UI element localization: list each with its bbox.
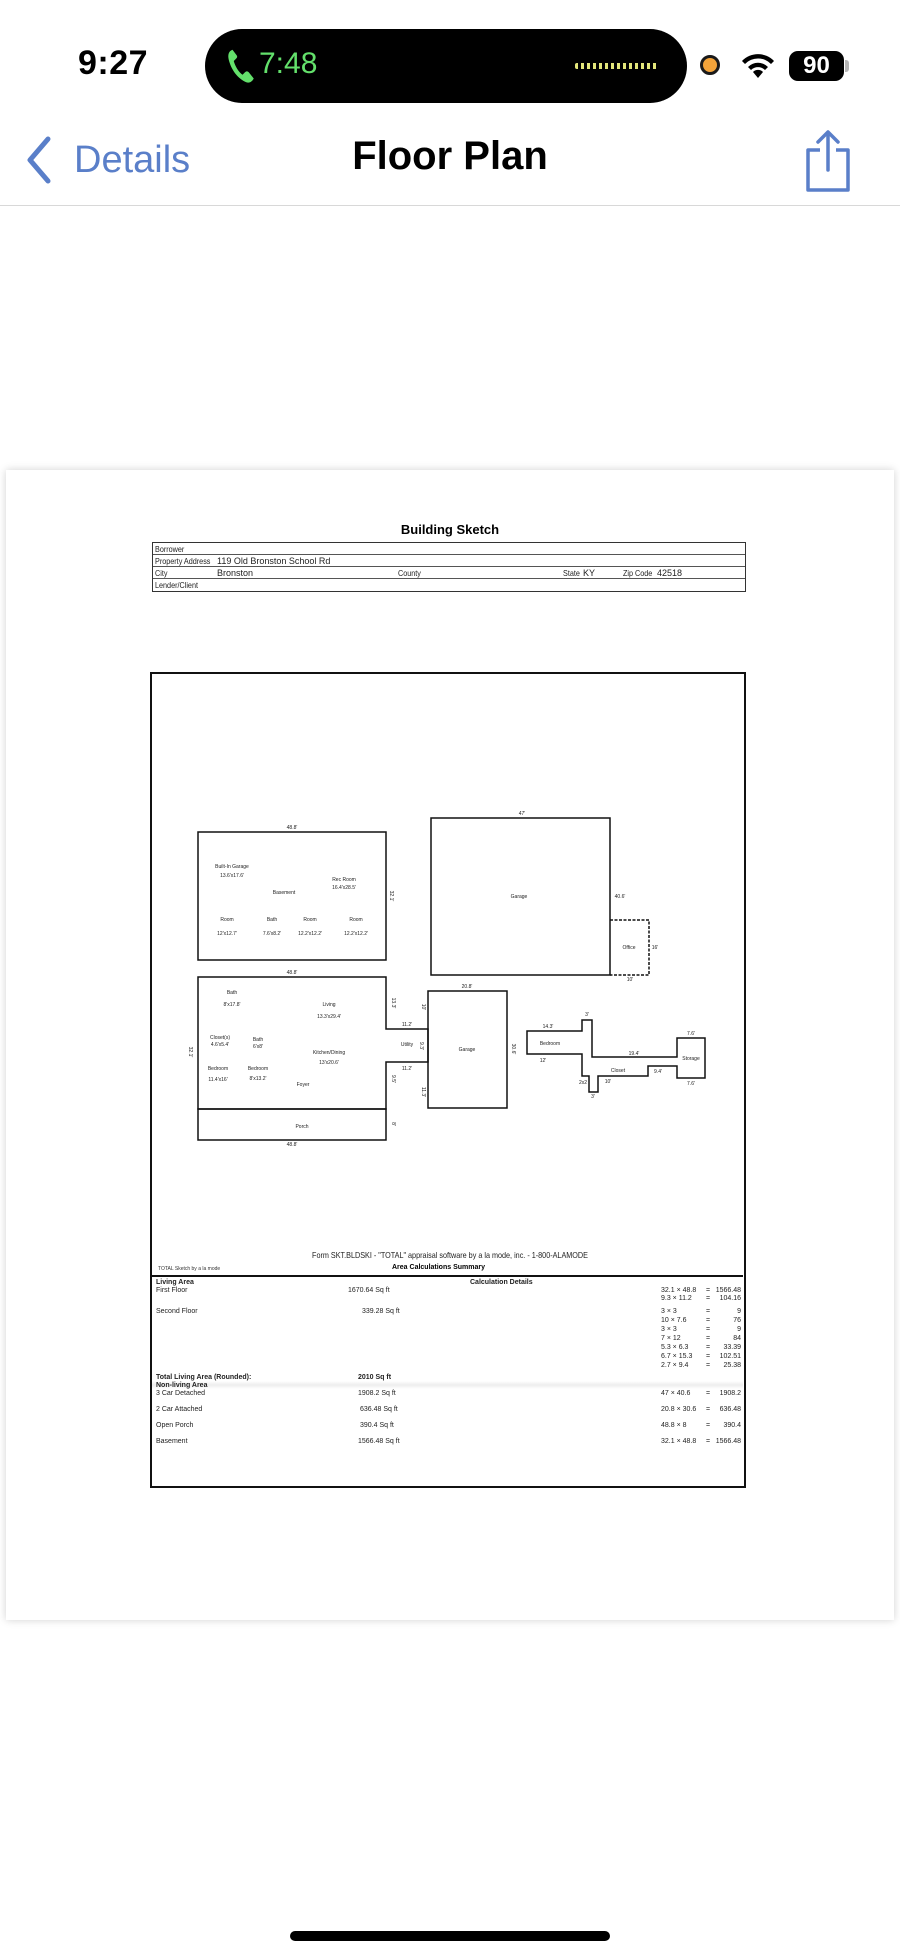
calc-row: 5.3 × 6.3 = 33.39 xyxy=(661,1344,741,1351)
svg-text:6'x8': 6'x8' xyxy=(253,1044,263,1050)
calc-row: 7 × 12 = 84 xyxy=(661,1335,741,1342)
non-living-name: Open Porch xyxy=(156,1422,194,1429)
calc-row: 6.7 × 15.3 = 102.51 xyxy=(661,1353,741,1360)
svg-text:10': 10' xyxy=(604,1079,612,1085)
attached-garage-plan xyxy=(420,984,516,1108)
calc-row: 32.1 × 48.8 = 1566.48 xyxy=(661,1287,741,1294)
status-bar xyxy=(0,0,900,120)
living-area-heading: Living Area xyxy=(156,1279,194,1286)
svg-text:Built-In Garage: Built-In Garage xyxy=(215,864,249,870)
document-title: Building Sketch xyxy=(400,522,500,537)
svg-text:8'x13.2': 8'x13.2' xyxy=(249,1076,267,1082)
city-value: Bronston xyxy=(217,568,254,578)
svg-text:12.2'x12.2': 12.2'x12.2' xyxy=(344,931,368,937)
zip-label: Zip Code xyxy=(623,568,653,578)
svg-text:3': 3' xyxy=(585,1012,589,1018)
lender-row xyxy=(153,579,745,591)
svg-text:12.2'x12.2': 12.2'x12.2' xyxy=(298,931,322,937)
non-living-name: Basement xyxy=(156,1438,188,1445)
svg-text:10': 10' xyxy=(420,1003,426,1011)
battery-nub xyxy=(845,60,849,72)
calc-row: 3 × 3 = 9 xyxy=(661,1326,741,1333)
total-living-area-value: 2010 Sq ft xyxy=(358,1374,392,1381)
svg-text:20.8': 20.8' xyxy=(461,984,473,990)
property-address-label: Property Address xyxy=(155,556,211,566)
svg-text:11.2': 11.2' xyxy=(401,1022,413,1028)
svg-text:30.6': 30.6' xyxy=(510,1043,516,1055)
first-floor-plan xyxy=(187,970,428,1148)
svg-text:7.6': 7.6' xyxy=(687,1081,695,1087)
svg-text:Kitchen/Dining: Kitchen/Dining xyxy=(312,1050,346,1056)
recording-indicator-icon xyxy=(700,55,720,75)
back-label: Details xyxy=(74,138,191,181)
non-living-area: 1908.2 Sq ft xyxy=(358,1390,396,1397)
zip-value: 42518 xyxy=(657,568,683,578)
first-floor-area: 1670.64 Sq ft xyxy=(348,1287,390,1294)
battery-level: 90 xyxy=(789,51,844,81)
property-address-value: 119 Old Bronston School Rd xyxy=(217,556,331,566)
city-label: City xyxy=(155,568,168,578)
phone-icon xyxy=(225,47,255,85)
svg-text:48.8': 48.8' xyxy=(286,1142,298,1148)
divider xyxy=(152,1381,743,1389)
svg-text:19.4': 19.4' xyxy=(628,1051,640,1057)
svg-text:Bath: Bath xyxy=(266,917,278,923)
svg-text:47': 47' xyxy=(518,811,526,817)
svg-text:12'x12.7': 12'x12.7' xyxy=(217,931,237,937)
non-living-area: 636.48 Sq ft xyxy=(360,1406,398,1413)
city-row xyxy=(153,567,745,579)
navigation-bar xyxy=(0,120,900,206)
wifi-icon xyxy=(739,50,777,80)
svg-text:Porch: Porch xyxy=(295,1124,309,1130)
svg-text:11.2': 11.2' xyxy=(401,1066,413,1072)
audio-waveform-icon xyxy=(575,63,659,69)
svg-text:11.4'x16': 11.4'x16' xyxy=(208,1077,228,1083)
page-title: Floor Plan xyxy=(352,134,548,178)
second-floor-label: Second Floor xyxy=(156,1308,198,1315)
status-time: 9:27 xyxy=(78,44,149,82)
non-living-area: 390.4 Sq ft xyxy=(360,1422,394,1429)
building-sketch-frame xyxy=(150,672,746,1488)
svg-text:2x2: 2x2 xyxy=(578,1080,588,1086)
battery-icon xyxy=(789,51,849,81)
calc-row: 32.1 × 48.8 = 1566.48 xyxy=(661,1438,741,1445)
svg-text:8': 8' xyxy=(390,1122,396,1126)
lender-label: Lender/Client xyxy=(155,580,198,590)
summary-title: Area Calculations Summary xyxy=(392,1264,485,1271)
svg-text:Living: Living xyxy=(322,1002,336,1008)
area-calculations-summary xyxy=(152,1275,743,1485)
property-address-row xyxy=(153,555,745,567)
calc-row: 48.8 × 8 = 390.4 xyxy=(661,1422,741,1429)
svg-text:32.1': 32.1' xyxy=(187,1046,193,1058)
state-value: KY xyxy=(583,568,596,578)
svg-text:4.6'x5.4': 4.6'x5.4' xyxy=(210,1042,230,1048)
non-living-name: 2 Car Attached xyxy=(156,1406,203,1413)
svg-text:Bedroom: Bedroom xyxy=(247,1066,269,1072)
svg-text:3': 3' xyxy=(591,1094,595,1100)
calc-row: 47 × 40.6 = 1908.2 xyxy=(661,1390,741,1397)
svg-text:Bedroom: Bedroom xyxy=(539,1041,561,1047)
non-living-area: 1566.48 Sq ft xyxy=(358,1438,400,1445)
svg-text:16.4'x28.5': 16.4'x28.5' xyxy=(332,885,356,891)
detached-garage-plan xyxy=(431,811,658,983)
form-footer: Form SKT.BLDSKI - "TOTAL" appraisal software by a la mode, inc. - 1-800-ALAMODE xyxy=(312,1250,588,1260)
document-page[interactable] xyxy=(6,470,894,1620)
dynamic-island-call[interactable] xyxy=(205,29,687,103)
svg-text:14.3': 14.3' xyxy=(542,1024,554,1030)
svg-text:Room: Room xyxy=(220,917,234,923)
calc-row: 3 × 3 = 9 xyxy=(661,1308,741,1315)
svg-text:Bath: Bath xyxy=(252,1037,264,1043)
calc-row: 9.3 × 11.2 = 104.16 xyxy=(661,1295,741,1302)
non-living-name: 3 Car Detached xyxy=(156,1390,206,1397)
svg-text:Room: Room xyxy=(303,917,317,923)
borrower-label: Borrower xyxy=(155,544,185,554)
svg-text:Basement: Basement xyxy=(272,890,296,896)
home-indicator[interactable] xyxy=(290,1931,610,1941)
svg-text:Garage: Garage xyxy=(510,894,528,900)
calc-row: 10 × 7.6 = 76 xyxy=(661,1317,741,1324)
svg-text:9.5': 9.5' xyxy=(390,1075,396,1083)
calc-row: 2.7 × 9.4 = 25.38 xyxy=(661,1362,741,1369)
svg-text:Office: Office xyxy=(622,945,636,951)
svg-text:11.3': 11.3' xyxy=(420,1086,426,1098)
call-duration: 7:48 xyxy=(259,47,318,80)
svg-text:9.3': 9.3' xyxy=(418,1042,424,1050)
basement-plan xyxy=(198,825,394,960)
svg-text:8'x17.8': 8'x17.8' xyxy=(223,1002,241,1008)
svg-text:13.3'x29.4': 13.3'x29.4' xyxy=(317,1014,341,1020)
svg-text:Room: Room xyxy=(349,917,363,923)
svg-text:32.1': 32.1' xyxy=(388,890,394,902)
svg-text:12': 12' xyxy=(539,1058,547,1064)
calc-row: 20.8 × 30.6 = 636.48 xyxy=(661,1406,741,1413)
svg-text:7.6': 7.6' xyxy=(687,1031,695,1037)
svg-text:Foyer: Foyer xyxy=(296,1082,310,1088)
svg-text:13'x20.6': 13'x20.6' xyxy=(319,1060,339,1066)
property-info-table xyxy=(152,542,746,592)
floor-plan-drawing xyxy=(152,674,743,1274)
county-label: County xyxy=(398,568,421,578)
borrower-row xyxy=(153,543,745,555)
svg-text:Closet: Closet xyxy=(610,1068,626,1074)
svg-text:10': 10' xyxy=(626,977,634,983)
svg-text:7.6'x8.2': 7.6'x8.2' xyxy=(262,931,282,937)
svg-text:Rec Room: Rec Room xyxy=(332,877,356,883)
total-living-area-label: Total Living Area (Rounded): xyxy=(156,1374,252,1381)
calculation-details-heading: Calculation Details xyxy=(470,1279,533,1286)
svg-text:Utility: Utility xyxy=(400,1042,414,1048)
svg-text:40.6': 40.6' xyxy=(614,894,626,900)
svg-text:13.6'x17.6': 13.6'x17.6' xyxy=(220,873,244,879)
state-label: State xyxy=(563,568,580,578)
svg-text:48.8': 48.8' xyxy=(286,970,298,976)
sketch-credit: TOTAL Sketch by a la mode xyxy=(158,1266,221,1272)
svg-text:48.8': 48.8' xyxy=(286,825,298,831)
svg-text:Storage: Storage xyxy=(682,1056,700,1062)
share-icon[interactable] xyxy=(800,126,856,196)
svg-text:Bedroom: Bedroom xyxy=(207,1066,229,1072)
svg-text:16': 16' xyxy=(651,945,659,951)
second-floor-area: 339.28 Sq ft xyxy=(362,1308,400,1315)
second-floor-plan xyxy=(527,1012,705,1100)
svg-text:9.4': 9.4' xyxy=(654,1069,662,1075)
svg-text:13.3': 13.3' xyxy=(390,997,396,1009)
svg-text:Bath: Bath xyxy=(226,990,238,996)
svg-text:Closet(s): Closet(s) xyxy=(209,1035,231,1041)
first-floor-label: First Floor xyxy=(156,1287,188,1294)
svg-text:Garage: Garage xyxy=(458,1047,476,1053)
non-living-area-heading: Non-living Area xyxy=(156,1382,208,1389)
